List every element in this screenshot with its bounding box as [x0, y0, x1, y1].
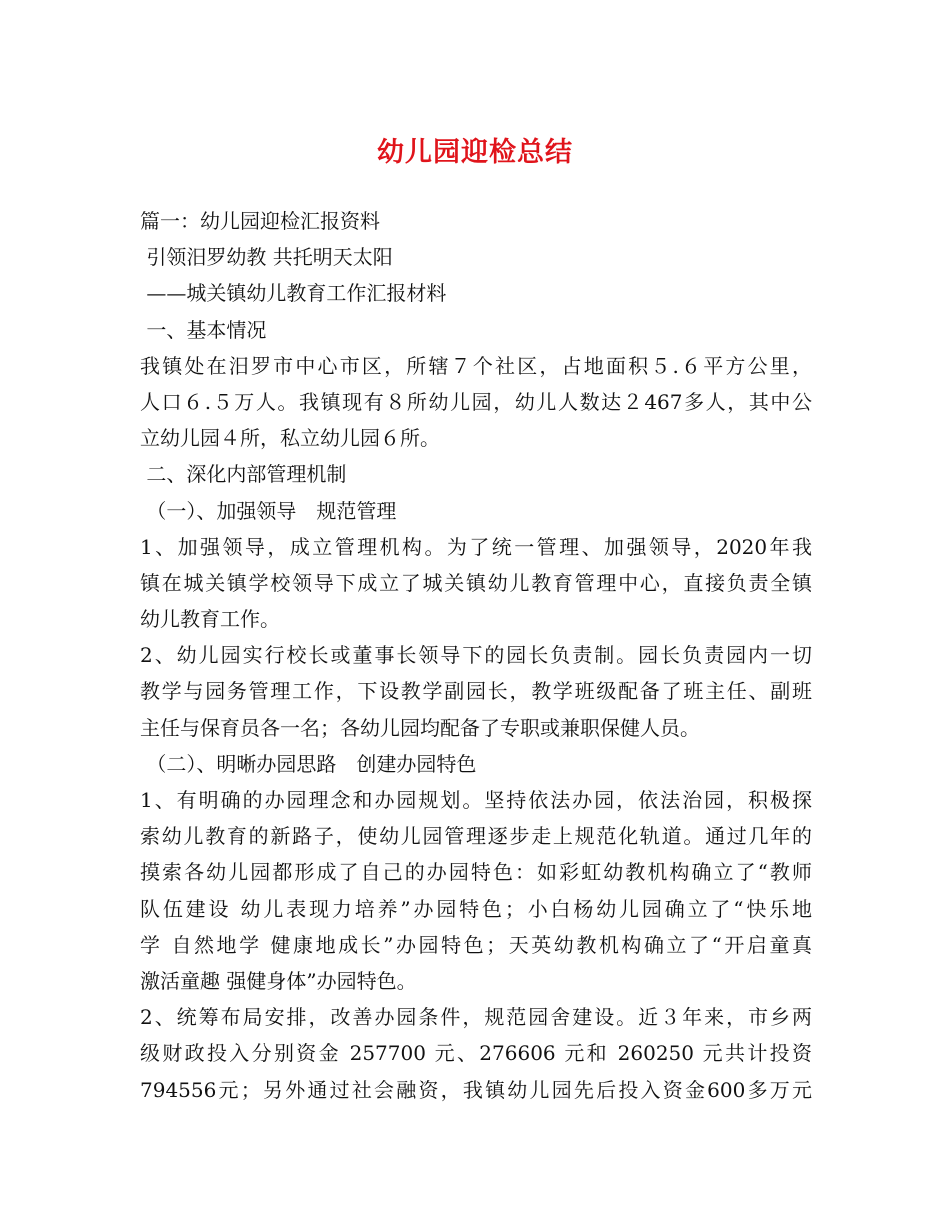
- text-line: 篇一：幼儿园迎检汇报资料: [140, 209, 380, 233]
- text-line: 主任与保育员各一名；各幼儿园均配备了专职或兼职保健人员。: [140, 715, 700, 740]
- text-line: 级财政投入分别资金 257700 元、276606 元和 260250 元共计投资: [140, 1041, 812, 1066]
- text-line: 二、深化内部管理机制: [140, 462, 347, 487]
- document-title: 幼儿园迎检总结: [377, 137, 573, 168]
- text-line: 学 自然地学 健康地成长”办园特色；天英幼教机构确立了“开启童真: [140, 932, 812, 957]
- text-line: 队伍建设 幼儿表现力培养”办园特色；小白杨幼儿园确立了“快乐地: [140, 896, 812, 921]
- text-line: 立幼儿园４所，私立幼儿园６所。: [140, 426, 440, 451]
- text-line: 1、加强领导，成立管理机构。为了统一管理、加强领导，2020年我: [140, 534, 812, 559]
- text-line: 镇在城关镇学校领导下成立了城关镇幼儿教育管理中心，直接负责全镇: [140, 570, 812, 595]
- text-line: 我镇处在汨罗市中心市区，所辖７个社区，占地面积５.６平方公里，: [140, 353, 812, 378]
- text-line: 1、有明确的办园理念和办园规划。坚持依法办园，依法治园，积极探: [140, 788, 812, 812]
- text-line: 教学与园务管理工作，下设教学副园长，教学班级配备了班主任、副班: [140, 679, 812, 704]
- text-line: （一）、加强领导 规范管理: [140, 498, 397, 523]
- text-line: ——城关镇幼儿教育工作汇报材料: [140, 281, 447, 306]
- text-line: 引领汨罗幼教 共托明天太阳: [140, 245, 393, 270]
- text-line: 幼儿教育工作。: [140, 607, 280, 632]
- text-line: 2、幼儿园实行校长或董事长领导下的园长负责制。园长负责园内一切: [140, 643, 812, 668]
- text-line: 激活童趣 强健身体”办园特色。: [140, 968, 417, 993]
- text-line: 2、统筹布局安排，改善办园条件，规范园舍建设。近３年来，市乡两: [140, 1005, 812, 1030]
- document-body: [140, 203, 812, 1108]
- text-line: 一、基本情况: [140, 317, 267, 342]
- text-line: 索幼儿教育的新路子，使幼儿园管理逐步走上规范化轨道。通过几年的: [140, 824, 812, 849]
- text-line: 摸索各幼儿园都形成了自己的办园特色：如彩虹幼教机构确立了“教师: [140, 860, 812, 885]
- text-line: 794556元；另外通过社会融资，我镇幼儿园先后投入资金600多万元: [140, 1077, 812, 1102]
- text-line: 人口６.５万人。我镇现有８所幼儿园，幼儿人数达２467多人，其中公: [140, 389, 812, 414]
- text-line: （二）、明晰办园思路 创建办园特色: [140, 751, 477, 776]
